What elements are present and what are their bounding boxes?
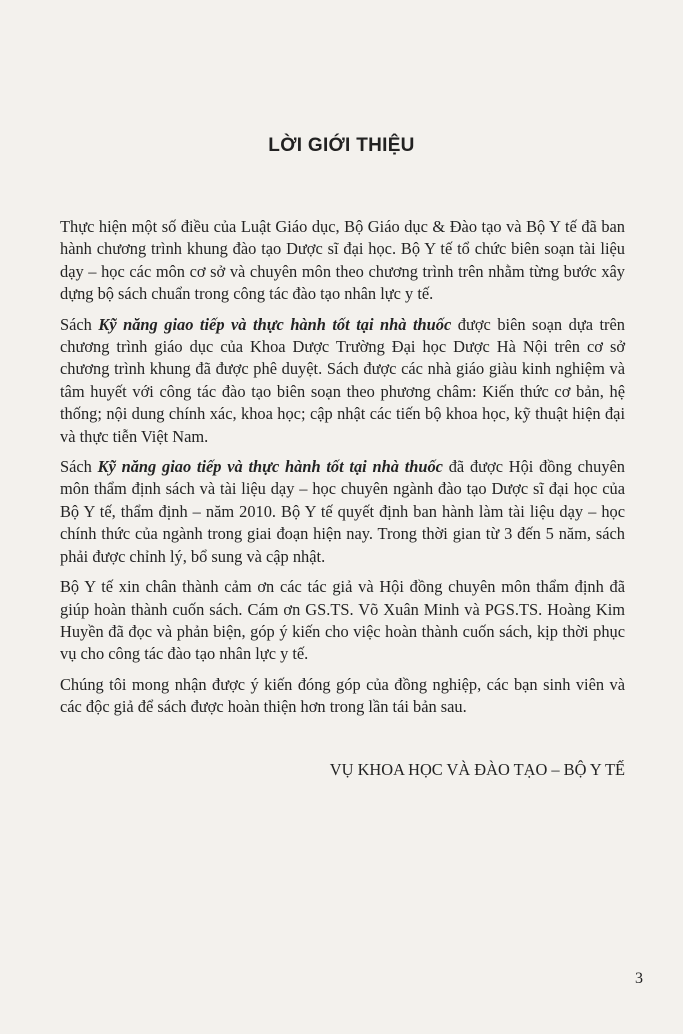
paragraph-2-book-title: Kỹ năng giao tiếp và thực hành tốt tại nhà thuốc [98, 314, 452, 334]
paragraph-5 [60, 674, 625, 719]
paragraph-3 [60, 456, 625, 568]
paragraph-3-lead: Sách [60, 457, 98, 477]
paragraph-2 [60, 314, 625, 448]
signature: VỤ KHOA HỌC VÀ ĐÀO TẠO – BỘ Y TẾ [329, 760, 625, 779]
paragraph-2-text: được biên soạn dựa trên chương trình giáo dục của Khoa Dược Trường Đại học Dược Hà Nội trên cơ sở chương trình khung đã được phê duyệt. Sách được các nhà giáo giàu kinh nghiệm và tâm huyết với công tác đào tạo biên soạn theo phương châm: Kiến thức cơ bản, hệ thống; nội dung chính xác, khoa học; cập nhật các tiến bộ khoa học, kỹ thuật hiện đại và thực tiễn Việt Nam. [60, 314, 625, 446]
paragraph-3-text: đã được Hội đồng chuyên môn thẩm định sách và tài liệu dạy – học chuyên ngành đào tạo Dược sĩ đại học của Bộ Y tế, thẩm định – năm 2010. Bộ Y tế quyết định ban hành làm tài liệu dạy – học chính thức của ngành trong giai đoạn hiện nay. Trong thời gian từ 3 đến 5 năm, sách phải được chỉnh lý, bổ sung và cập nhật. [60, 457, 625, 566]
body-text [60, 216, 625, 727]
paragraph-3-book-title: Kỹ năng giao tiếp và thực hành tốt tại nhà thuốc [97, 457, 443, 477]
paragraph-1-text: Thực hiện một số điều của Luật Giáo dục, Bộ Giáo dục & Đào tạo và Bộ Y tế đã ban hành chương trình khung đào tạo Dược sĩ đại học. Bộ Y tế tổ chức biên soạn tài liệu dạy – học các môn cơ sở và chuyên môn theo chương trình trên nhằm từng bước xây dựng bộ sách chuẩn trong công tác đào tạo nhân lực y tế. [60, 217, 625, 304]
paragraph-4 [60, 576, 625, 666]
paragraph-1 [60, 216, 625, 306]
page-number: 3 [635, 970, 643, 987]
paragraph-2-lead: Sách [60, 314, 99, 334]
paragraph-5-text: Chúng tôi mong nhận được ý kiến đóng góp của đồng nghiệp, các bạn sinh viên và các độc giả để sách được hoàn thiện hơn trong lần tái bản sau. [60, 674, 625, 717]
page-title: LỜI GIỚI THIỆU [268, 135, 415, 156]
paragraph-4-text: Bộ Y tế xin chân thành cảm ơn các tác giả và Hội đồng chuyên môn thẩm định đã giúp hoàn thành cuốn sách. Cám ơn GS.TS. Võ Xuân Minh và PGS.TS. Hoàng Kim Huyền đã đọc và phản biện, góp ý kiến cho việc hoàn thành cuốn sách, kịp thời phục vụ cho công tác đào tạo nhân lực y tế. [60, 577, 625, 664]
